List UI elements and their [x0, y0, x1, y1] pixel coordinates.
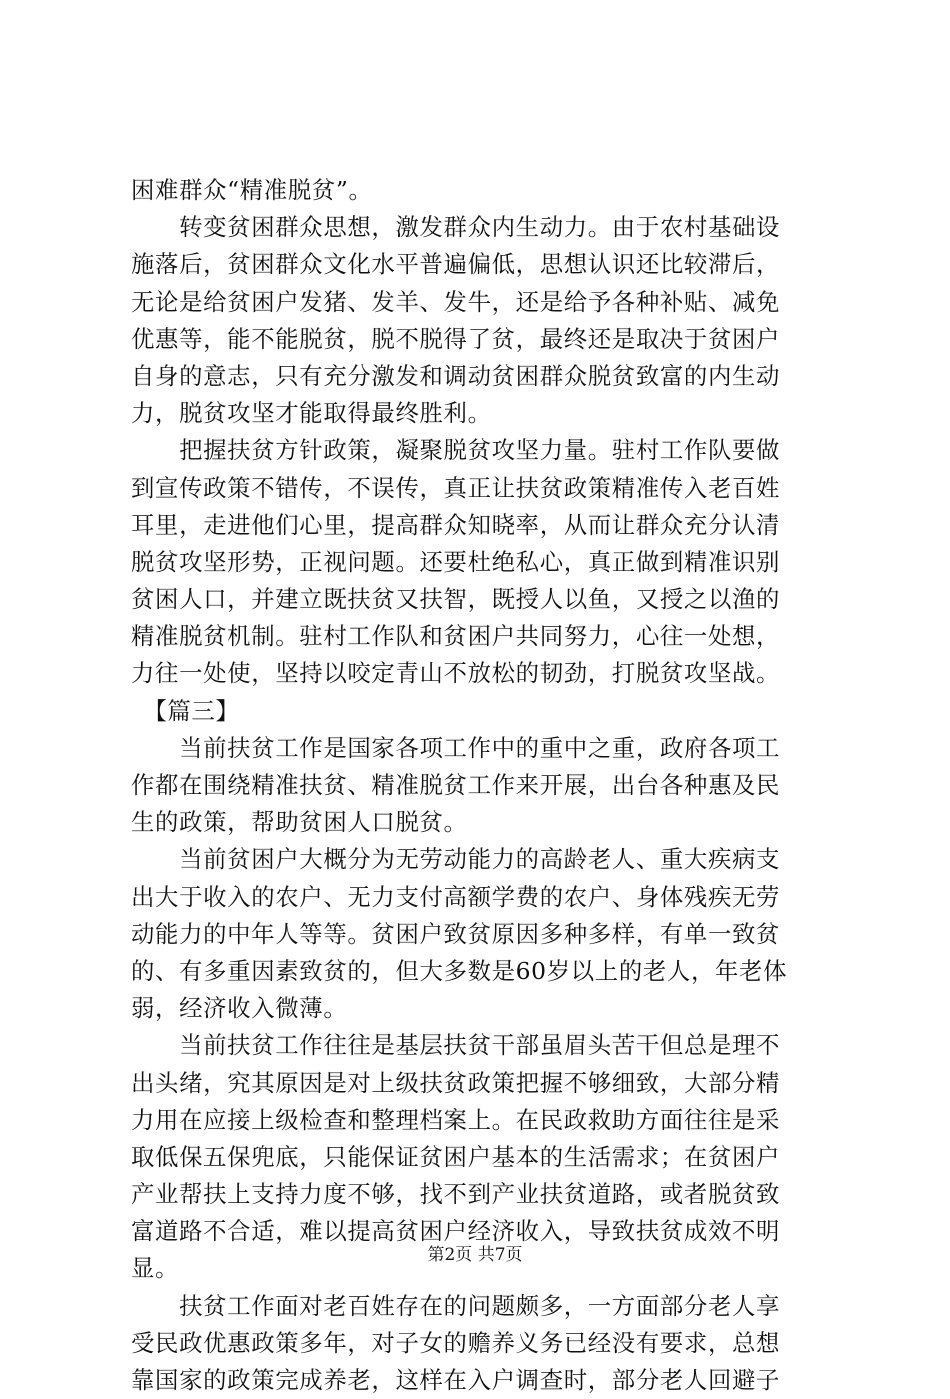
- text-line: 当前扶贫工作是国家各项工作中的重中之重，政府各项工: [131, 733, 781, 762]
- text-line: 扶贫工作面对老百姓存在的问题颇多，一方面部分老人享: [131, 1291, 781, 1320]
- text-line: 生的政策，帮助贫困人口脱贫。: [131, 808, 468, 837]
- text-line: 自身的意志，只有充分激发和调动贫困群众脱贫致富的内生动: [131, 361, 781, 390]
- text-line: 富道路不合适，难以提高贫困户经济收入，导致扶贫成效不明: [131, 1217, 781, 1246]
- text-line: 困难群众“精准脱贫”。: [131, 176, 373, 204]
- text-line: 把握扶贫方针政策，凝聚脱贫攻坚力量。驻村工作队要做: [131, 436, 781, 465]
- text-line: 产业帮扶上支持力度不够，找不到产业扶贫道路，或者脱贫致: [131, 1180, 781, 1209]
- text-line: 出大于收入的农户、无力支付高额学费的农户、身体残疾无劳: [131, 882, 781, 911]
- text-line: 贫困人口，并建立既扶贫又扶智，既授人以鱼，又授之以渔的: [131, 585, 781, 614]
- text-line: 受民政优惠政策多年，对子女的赡养义务已经没有要求，总想: [131, 1328, 781, 1357]
- text-line: 显。: [131, 1254, 180, 1283]
- text-line: 靠国家的政策完成养老，这样在入户调查时，部分老人回避子: [131, 1366, 781, 1394]
- text-line: 力，脱贫攻坚才能取得最终胜利。: [131, 399, 492, 428]
- text-line: 取低保五保兜底，只能保证贫困户基本的生活需求；在贫困户: [131, 1142, 781, 1171]
- text-line: 转变贫困群众思想，激发群众内生动力。由于农村基础设: [131, 213, 781, 242]
- page-footer: 第2页 共7页: [427, 1245, 523, 1265]
- text-line: 脱贫攻坚形势，正视问题。还要杜绝私心，真正做到精准识别: [131, 547, 781, 576]
- text-line: 出头绪，究其原因是对上级扶贫政策把握不够细致，大部分精: [131, 1068, 781, 1097]
- text-line: 施落后，贫困群众文化水平普遍偏低，思想认识还比较滞后，: [131, 250, 781, 279]
- text-line: 的、有多重因素致贫的，但大多数是60岁以上的老人，年老体: [131, 956, 788, 985]
- body-text: [131, 172, 831, 1399]
- text-line: 到宣传政策不错传，不误传，真正让扶贫政策精准传入老百姓: [131, 473, 781, 502]
- text-line: 精准脱贫机制。驻村工作队和贫困户共同努力，心往一处想，: [131, 622, 781, 651]
- text-line: 弱，经济收入微薄。: [131, 994, 348, 1023]
- text-line: 作都在围绕精准扶贫、精准脱贫工作来开展，出台各种惠及民: [131, 771, 781, 799]
- text-line: 耳里，走进他们心里，提高群众知晓率，从而让群众充分认清: [131, 510, 781, 539]
- text-line: 当前扶贫工作往往是基层扶贫干部虽眉头苦干但总是理不: [131, 1031, 781, 1060]
- text-line: 力用在应接上级检查和整理档案上。在民政救助方面往往是采: [131, 1105, 781, 1134]
- section-heading: 【篇三】: [131, 696, 240, 725]
- text-line: 动能力的中年人等等。贫困户致贫原因多种多样，有单一致贫: [131, 919, 781, 948]
- text-line: 力往一处使，坚持以咬定青山不放松的韧劲，打脱贫攻坚战。: [131, 659, 781, 688]
- text-line: 优惠等，能不能脱贫，脱不脱得了贫，最终还是取决于贫困户: [131, 324, 781, 353]
- text-line: 无论是给贫困户发猪、发羊、发牛，还是给予各种补贴、减免: [131, 287, 781, 316]
- text-line: 当前贫困户大概分为无劳动能力的高龄老人、重大疾病支: [131, 845, 781, 874]
